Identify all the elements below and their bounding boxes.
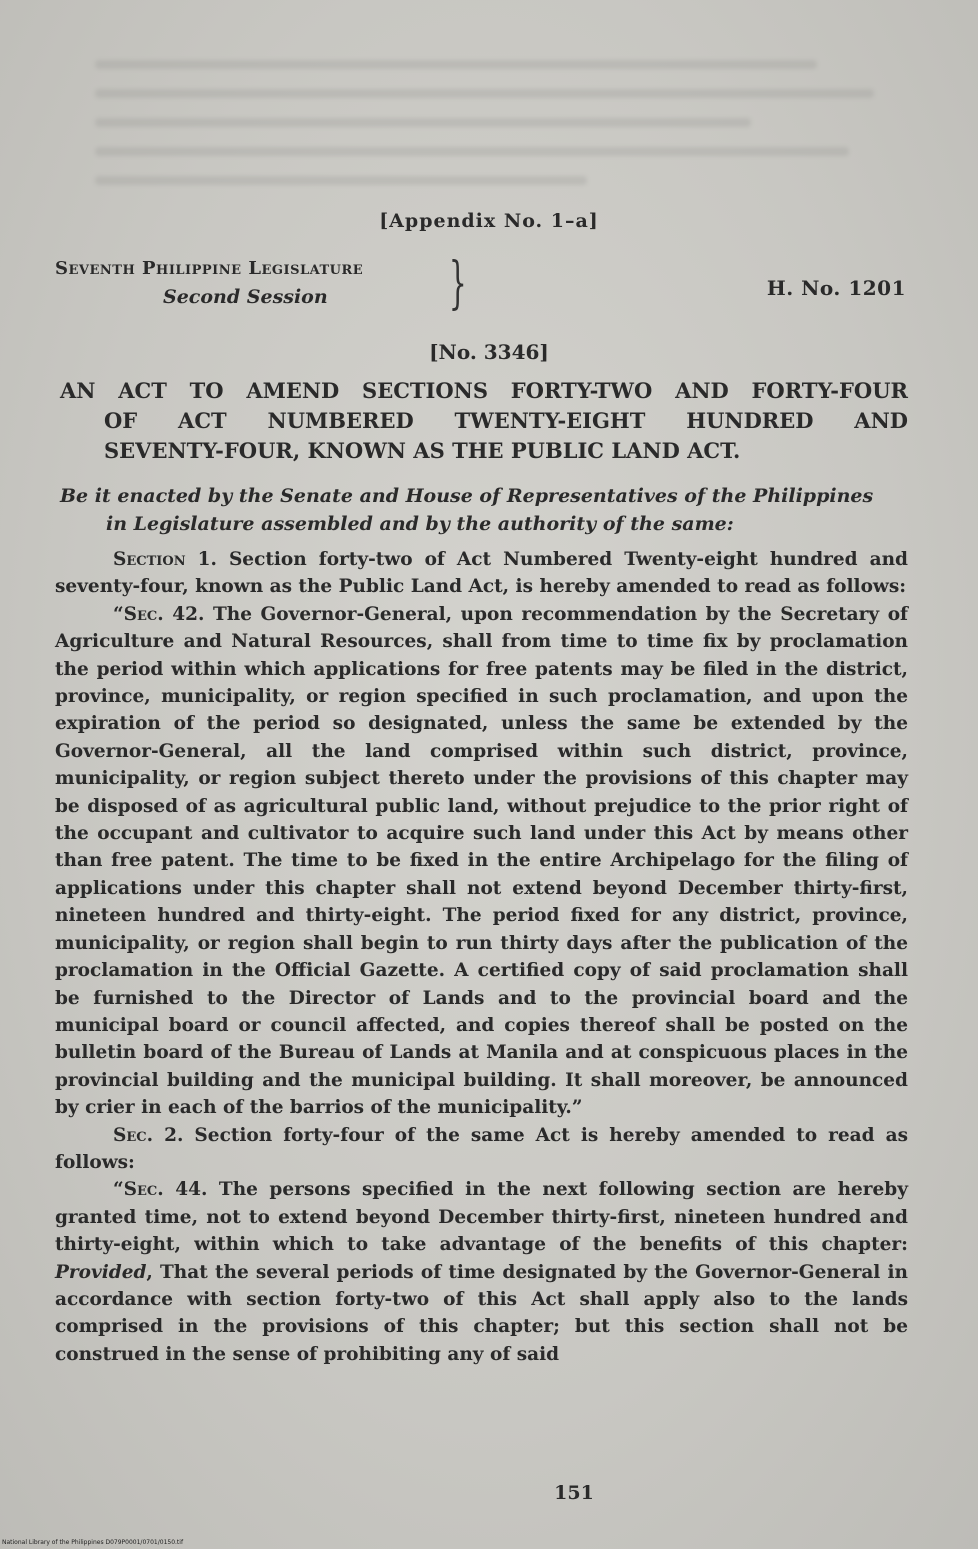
act-title (60, 376, 908, 466)
provided-word: Provided (55, 1261, 147, 1283)
section-1-paragraph (55, 546, 908, 601)
enacting-line-1: Be it enacted by the Senate and House of Representatives of the Philippines (60, 485, 874, 507)
section-44-paragraph (55, 1176, 908, 1368)
open-quote: “ (113, 1179, 124, 1201)
open-quote: “ (113, 603, 124, 625)
section-2-paragraph (55, 1122, 908, 1177)
section-2-text: . 2. Section forty-four of the same Act is hereby amended to read as follows: (55, 1124, 908, 1173)
section-1-text: 1. Section forty-two of Act Numbered Twenty-eight hundred and seventy-four, known as the Public Land Act, is hereby amended to read as follows: (55, 549, 908, 598)
title-line-1: AN ACT TO AMEND SECTIONS FORTY-TWO AND FORTY-FOUR (60, 378, 908, 403)
act-body (55, 546, 908, 1368)
archive-footer: National Library of the Philippines D079P0001/0701/0150.tif (2, 1539, 184, 1546)
legislature-name: Seventh Philippine Legislature (55, 258, 364, 279)
section-42-text: . 42. The Governor-General, upon recommendation by the Secretary of Agriculture and Natural Resources, shall from time to time fix by proclamation the period within which applications for free patents may be filed in the district, province, municipality, or region specified in such proclamation, and upon the expiration of the period so designated, unless the same be extended by the Governor-General, all the land comprised within such district, province, municipality, or region subject thereto under the provisions of this chapter may be disposed of as agricultural public land, without prejudice to the prior right of the occupant and cultivator to acquire such land under this Act by means other than free patent. The time to be fixed in the entire Archipelago for the filing of applications under this chapter shall not extend beyond December thirty-first, nineteen hundred and thirty-eight. The period fixed for any district, province, municipality, or region shall begin to run thirty days after the publication of the proclamation in the Official Gazette. A certified copy of said proclamation shall be furnished to the Director of Lands and to the provincial board and the municipal board or council affected, and copies thereof shall be posted on the bulletin board of the Bureau of Lands at Manila and at conspicuous places in the provincial building and the municipal building. It shall moreover, be announced by crier in each of the barrios of the municipality.” (55, 603, 908, 1119)
sec-lead: Sec (113, 1124, 147, 1146)
act-number: [No. 3346] (429, 340, 549, 364)
bleed-through-text (95, 60, 915, 190)
section-lead: Section (113, 549, 186, 570)
page-number: 151 (554, 1482, 594, 1504)
enacting-clause (60, 482, 908, 538)
enacting-line-2: in Legislature assembled and by the authority of the same: (106, 513, 734, 535)
title-line-3: SEVENTY-FOUR, KNOWN AS THE PUBLIC LAND ACT. (104, 438, 741, 463)
legislature-session: Second Session (163, 286, 328, 308)
section-42-paragraph (55, 601, 908, 1122)
sec-lead: Sec (123, 1179, 158, 1201)
section-44-text-a: . 44. The persons specified in the next following section are hereby granted time, not to extend beyond December thirty-first, nineteen hundred and thirty-eight, within which to take advantage of the benefits of this chapter: (55, 1179, 908, 1256)
section-44-text-b: , That the several periods of time designated by the Governor-General in accordance with section forty-two of this Act shall apply also to the lands comprised in the provisions of this chapter; but this section shall not be construed in the sense of prohibiting any of said (55, 1261, 908, 1365)
appendix-label: [Appendix No. 1–a] (379, 210, 599, 232)
brace-icon: } (448, 251, 467, 316)
house-bill-number: H. No. 1201 (766, 276, 906, 300)
title-line-2: OF ACT NUMBERED TWENTY-EIGHT HUNDRED AND (104, 408, 908, 433)
sec-lead: Sec (123, 603, 158, 625)
